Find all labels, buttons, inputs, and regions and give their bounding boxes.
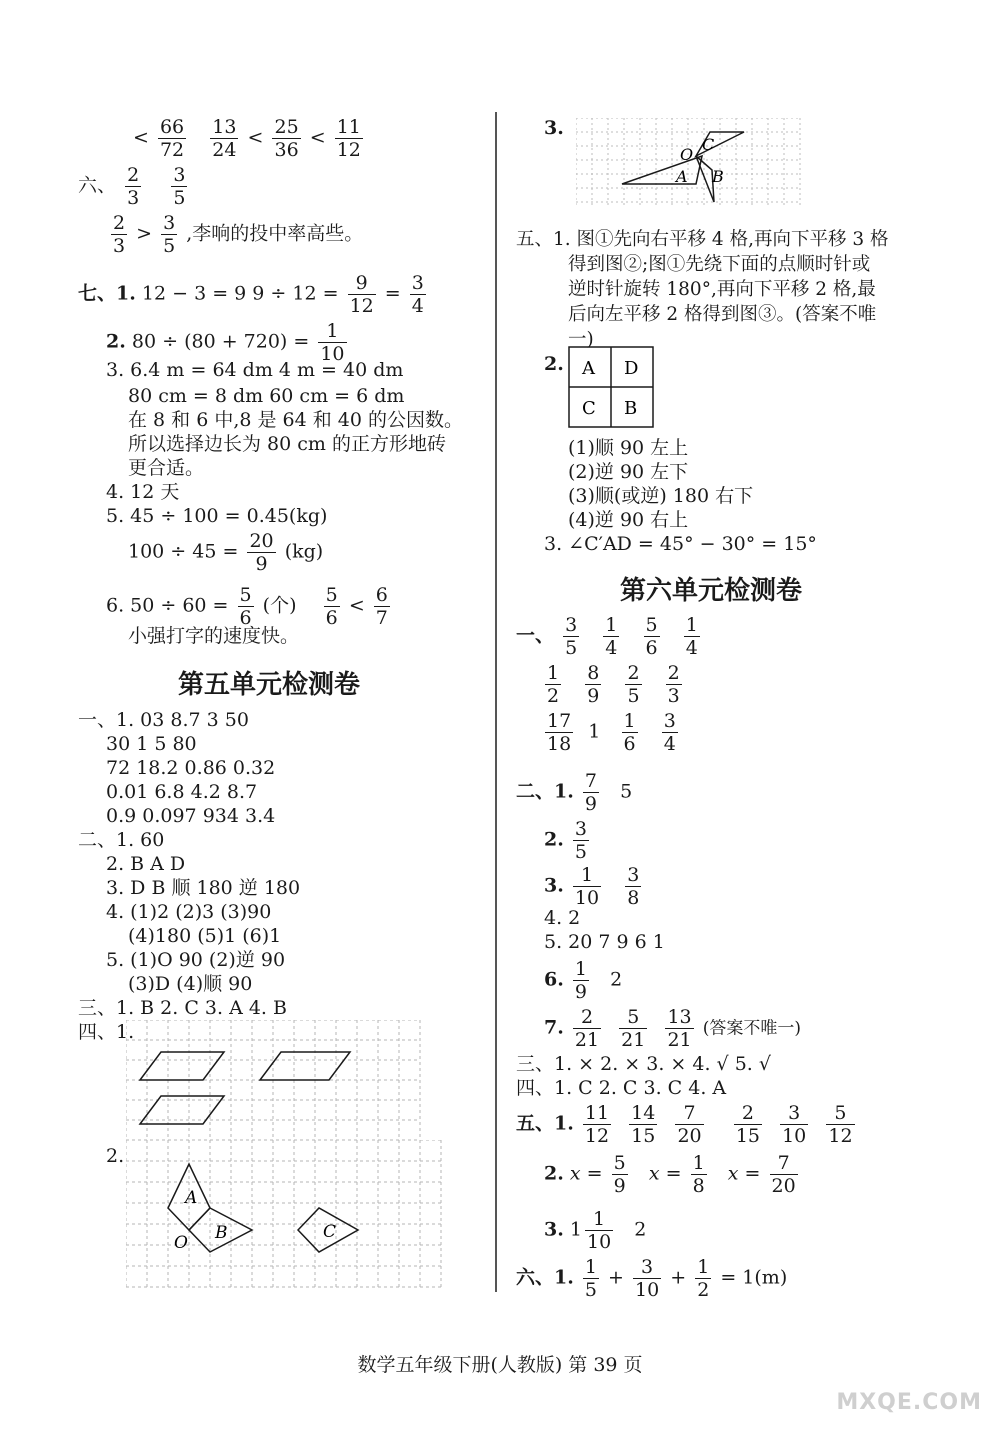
fraction: $\frac{2}{3}$ [127, 164, 140, 209]
six-conclusion [108, 212, 363, 257]
unit: (个) [262, 594, 297, 617]
u5-one-line: 72 18.2 0.86 0.32 [106, 757, 276, 779]
equation: x = [569, 1162, 603, 1185]
fraction: $\frac{14}{15}$ [631, 1102, 656, 1147]
fraction: $\frac{1}{2}$ [547, 662, 560, 707]
greater-than: > [136, 222, 153, 245]
section-label: 二、1. [516, 780, 574, 803]
cell-d: D [624, 358, 639, 379]
five-line: 得到图②;图①先绕下面的点顺时针或 [568, 254, 871, 275]
column-divider [495, 112, 497, 1292]
five2-label: 2. [544, 353, 564, 375]
value: 2 [610, 968, 623, 991]
u5-two-line: 2. B A D [106, 853, 186, 875]
item-label: 2. [106, 330, 126, 353]
label-c: C [323, 1222, 337, 1242]
page-footer: 数学五年级下册(人教版) 第 39 页 [357, 1354, 643, 1376]
less-than: < [309, 126, 326, 149]
fraction: $\frac{5}{21}$ [621, 1006, 646, 1051]
fraction: $\frac{1}{4}$ [605, 614, 618, 659]
u6-two-7 [544, 1006, 801, 1051]
rotation-grid [126, 1140, 448, 1288]
fraction: $\frac{7}{20}$ [771, 1152, 796, 1197]
u6-two-2 [544, 818, 592, 863]
u6-six-1 [516, 1256, 787, 1301]
section-label: 七、1. [78, 282, 136, 305]
fraction: $\frac{7}{9}$ [584, 770, 597, 815]
u6-two-1 [516, 770, 632, 815]
u6-one-row2 [542, 662, 685, 707]
unit6-title: 第六单元检测卷 [620, 576, 803, 606]
u6-two-3 [544, 864, 644, 909]
fraction: $\frac{3}{5}$ [565, 614, 578, 659]
equation: x = [727, 1162, 761, 1185]
seven-4: 4. 12 天 [106, 481, 180, 503]
triangle-grid [576, 118, 802, 206]
u5-one-line: 一、1. 03 8.7 3 50 [78, 709, 249, 731]
u5-two-line: 3. D B 顺 180 逆 180 [106, 877, 301, 899]
five-line: 后向左平移 2 格得到图③。(答案不唯 [568, 304, 877, 325]
fraction: $\frac{1}{4}$ [685, 614, 698, 659]
u6-five-2 [544, 1152, 801, 1197]
note: (答案不唯一) [702, 1018, 801, 1039]
u5-two-line: (4)180 (5)1 (6)1 [128, 925, 282, 947]
u6-five-3 [544, 1208, 646, 1253]
label-o: O [174, 1233, 188, 1253]
fraction: $\frac{1}{10}$ [320, 320, 345, 365]
seven-6-conclusion: 小强打字的速度快。 [128, 625, 300, 647]
watermark: MXQE.COM [836, 1390, 982, 1415]
five2-answer: (2)逆 90 左下 [568, 461, 689, 483]
value: 2 [634, 1218, 647, 1241]
fraction: $\frac{5}{6}$ [645, 614, 658, 659]
abcd-table [568, 346, 656, 430]
parallelogram [140, 1052, 224, 1080]
fraction: $\frac{6}{7}$ [375, 584, 388, 629]
fraction: $\frac{3}{10}$ [782, 1102, 807, 1147]
compare-line [133, 116, 366, 161]
expression: 12 − 3 = 9 9 ÷ 12 = [141, 282, 339, 305]
seven-6 [106, 584, 393, 629]
seven-3-line: 更合适。 [128, 457, 205, 479]
result: = 1(m) [720, 1266, 788, 1289]
fraction: $\frac{25}{36}$ [274, 116, 299, 161]
q3-label: 3. [544, 117, 564, 139]
fraction: $\frac{5}{12}$ [828, 1102, 853, 1147]
five-line: 一) [568, 329, 594, 350]
u6-four: 四、1. C 2. C 3. C 4. A [516, 1077, 727, 1099]
fraction: $\frac{3}{5}$ [173, 164, 186, 209]
seven-5-line2 [128, 530, 323, 575]
fraction: $\frac{11}{12}$ [336, 116, 361, 161]
unit: (kg) [284, 540, 324, 563]
plus: + [608, 1266, 624, 1289]
section-label: 六、 [78, 174, 117, 197]
parallelogram-grid [126, 1020, 424, 1140]
fraction: $\frac{5}{9}$ [613, 1152, 626, 1197]
label-a: A [185, 1188, 198, 1208]
label-c: C [702, 135, 715, 154]
fraction: $\frac{2}{21}$ [574, 1006, 600, 1051]
less-than: < [348, 594, 365, 617]
seven-3-line: 在 8 和 6 中,8 是 64 和 40 的公因数。 [128, 409, 464, 431]
u6-five-1 [516, 1102, 858, 1147]
equation: x = [648, 1162, 682, 1185]
u5-four2-label: 2. [106, 1145, 125, 1167]
item-label: 2. [544, 828, 564, 851]
seven-3-line: 所以选择边长为 80 cm 的正方形地砖 [128, 433, 446, 455]
label-b: B [215, 1223, 228, 1243]
fraction: $\frac{5}{6}$ [325, 584, 338, 629]
u5-four-label: 四、1. [78, 1021, 135, 1043]
u6-one-row1 [516, 614, 703, 659]
five2-answer: (1)顺 90 左上 [568, 437, 689, 459]
fraction: $\frac{1}{9}$ [574, 958, 587, 1003]
fraction: $\frac{7}{20}$ [677, 1102, 702, 1147]
u5-two-line: 4. (1)2 (2)3 (3)90 [106, 901, 272, 923]
fraction: $\frac{3}{5}$ [574, 818, 587, 863]
integer: 1 [588, 720, 601, 743]
seven-1 [78, 272, 429, 317]
label-a: A [676, 167, 688, 186]
fraction: $\frac{1}{2}$ [697, 1256, 710, 1301]
less-than: < [247, 126, 264, 149]
fraction: $\frac{9}{12}$ [349, 272, 374, 317]
u5-two-line: (3)D (4)顺 90 [128, 973, 253, 995]
fraction: $\frac{1}{8}$ [692, 1152, 705, 1197]
fraction: $\frac{5}{6}$ [239, 584, 252, 629]
fraction: $\frac{2}{3}$ [113, 212, 126, 257]
section-label: 五、1. [516, 1112, 574, 1135]
fraction: $\frac{2}{5}$ [627, 662, 640, 707]
five-3: 3. ∠C′AD = 45° − 30° = 15° [544, 533, 817, 555]
u5-one-line: 0.9 0.097 934 3.4 [106, 805, 276, 827]
five-line: 逆时针旋转 180°,再向下平移 2 格,最 [568, 279, 876, 300]
item-label: 7. [544, 1016, 564, 1039]
cell-b: B [624, 398, 638, 419]
five2-answer: (3)顺(或逆) 180 右下 [568, 485, 754, 507]
seven-3-line: 80 cm = 8 dm 60 cm = 6 dm [128, 385, 405, 407]
u6-two-4: 4. 2 [544, 907, 581, 929]
section-label: 一、 [516, 624, 555, 647]
u5-two-line: 二、1. 60 [78, 829, 165, 851]
cell-c: C [582, 398, 596, 419]
seven-5-line: 5. 45 ÷ 100 = 0.45(kg) [106, 505, 328, 527]
u5-one-line: 0.01 6.8 4.2 8.7 [106, 781, 258, 803]
fraction: $\frac{1}{6}$ [623, 710, 636, 755]
item-label: 3. [544, 1218, 564, 1241]
u6-two-6 [544, 958, 622, 1003]
fraction: $\frac{13}{21}$ [667, 1006, 692, 1051]
u6-one-row3 [542, 710, 681, 755]
section-label: 六、1. [516, 1266, 574, 1289]
u5-two-line: 5. (1)O 90 (2)逆 90 [106, 949, 286, 971]
item-label: 2. [544, 1162, 564, 1185]
unit5-title: 第五单元检测卷 [178, 670, 361, 700]
fraction: $\frac{8}{9}$ [587, 662, 600, 707]
fraction: $\frac{13}{24}$ [212, 116, 237, 161]
fraction: $\frac{20}{9}$ [249, 530, 274, 575]
fraction: $\frac{2}{15}$ [735, 1102, 760, 1147]
fraction: $\frac{3}{4}$ [663, 710, 676, 755]
fraction: $\frac{11}{12}$ [584, 1102, 610, 1147]
fraction: $\frac{1}{10}$ [586, 1208, 612, 1253]
value: 5 [620, 780, 633, 803]
u5-one-line: 30 1 5 80 [106, 733, 197, 755]
fraction: $\frac{3}{10}$ [635, 1256, 660, 1301]
item-label: 6. [544, 968, 564, 991]
fraction: $\frac{3}{8}$ [627, 864, 640, 909]
fraction: $\frac{1}{10}$ [574, 864, 600, 909]
integer: 1 [569, 1218, 582, 1241]
cell-a: A [582, 358, 595, 379]
u6-three: 三、1. × 2. × 3. × 4. √ 5. √ [516, 1053, 771, 1075]
fraction: $\frac{2}{3}$ [667, 662, 680, 707]
label-o: O [680, 145, 694, 164]
expression: 6. 50 ÷ 60 = [106, 594, 229, 617]
fraction: $\frac{1}{5}$ [584, 1256, 597, 1301]
expression: 80 ÷ (80 + 720) = [131, 330, 310, 353]
fraction: $\frac{3}{4}$ [411, 272, 424, 317]
conclusion-text: ,李响的投中率高些。 [186, 222, 364, 245]
section-six [78, 164, 190, 209]
fraction: $\frac{3}{5}$ [163, 212, 176, 257]
expression: 100 ÷ 45 = [128, 540, 239, 563]
u5-three: 三、1. B 2. C 3. A 4. B [78, 997, 287, 1019]
u6-two-5: 5. 20 7 9 6 1 [544, 931, 665, 953]
fraction: $\frac{66}{72}$ [159, 116, 185, 161]
plus: + [670, 1266, 687, 1289]
five2-answer: (4)逆 90 右上 [568, 509, 689, 531]
item-label: 3. [544, 874, 564, 897]
fraction: $\frac{17}{18}$ [547, 710, 572, 755]
label-b: B [712, 167, 724, 186]
equals: = [384, 282, 401, 305]
less-than: < [133, 126, 149, 149]
five-line: 五、1. 图①先向右平移 4 格,再向下平移 3 格 [516, 229, 889, 250]
seven-3-line: 3. 6.4 m = 64 dm 4 m = 40 dm [106, 359, 404, 381]
